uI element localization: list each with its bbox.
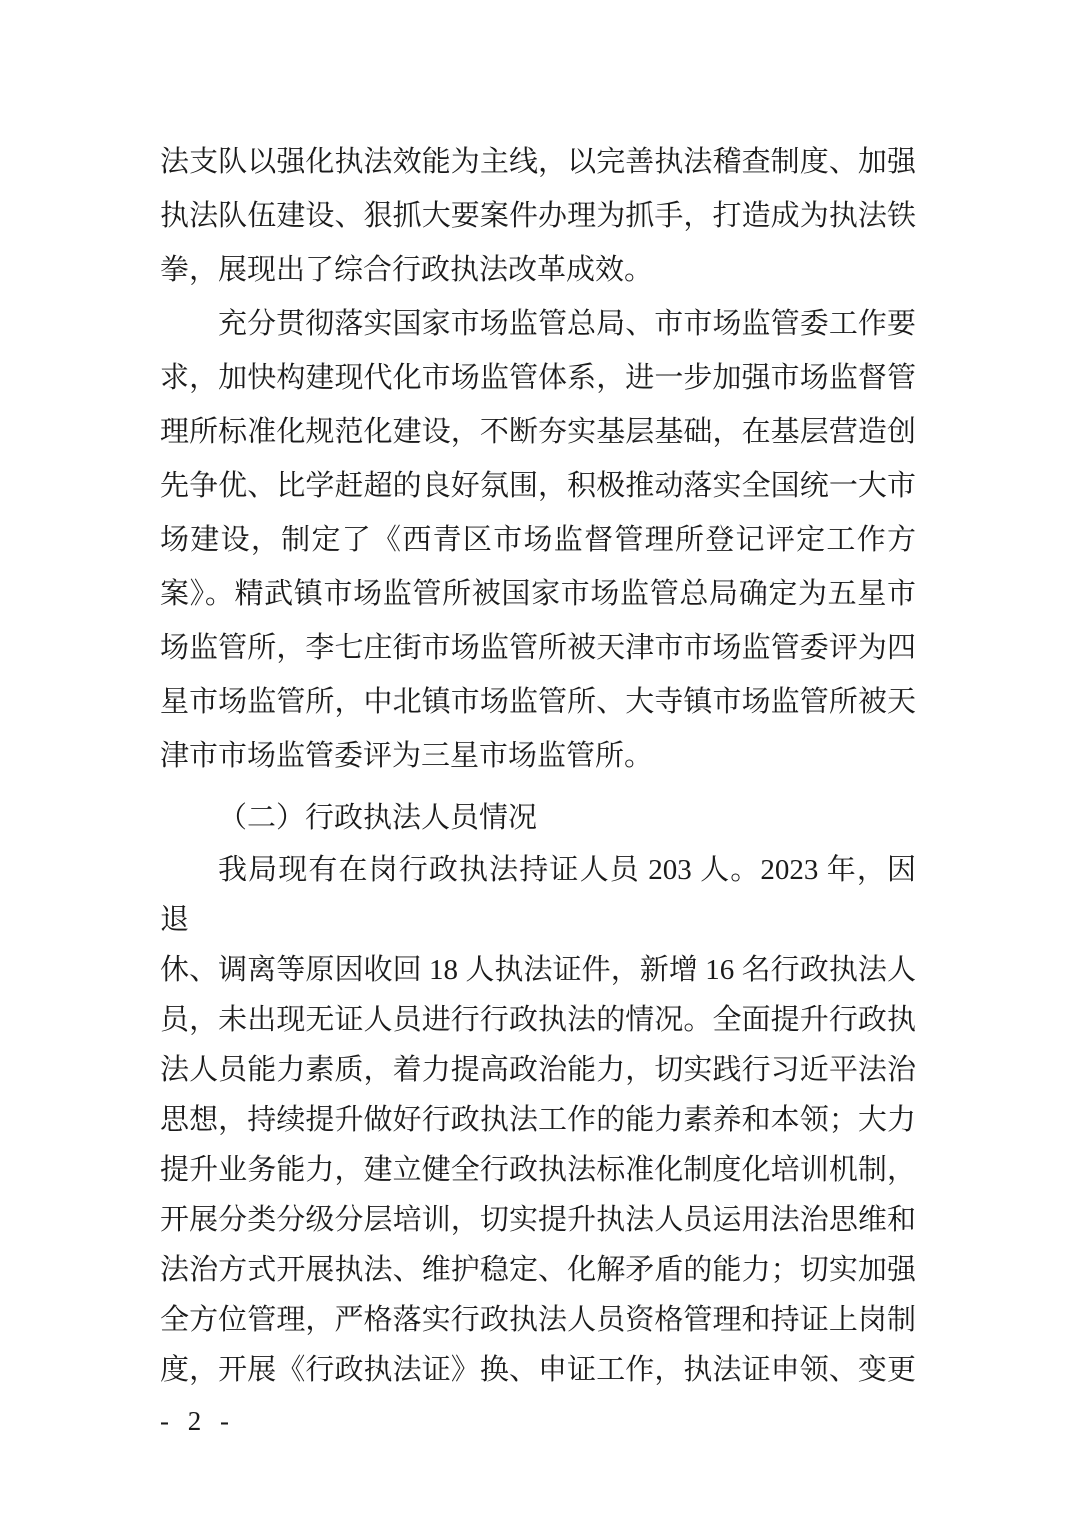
section-heading: （二）行政执法人员情况: [218, 802, 538, 834]
text-line: 理所标准化规范化建设，不断夯实基层基础，在基层营造创: [160, 416, 916, 448]
text-line: 员，未出现无证人员进行行政执法的情况。全面提升行政执: [160, 1004, 916, 1036]
text-line: 星市场监管所，中北镇市场监管所、大寺镇市场监管所被天: [160, 686, 916, 718]
text-line: 开展分类分级分层培训，切实提升执法人员运用法治思维和: [160, 1204, 916, 1236]
text-line: 拳，展现出了综合行政执法改革成效。: [160, 254, 654, 286]
text-line: 充分贯彻落实国家市场监管总局、市市场监管委工作要: [218, 308, 916, 340]
text-line: 度，开展《行政执法证》换、申证工作，执法证申领、变更: [160, 1354, 916, 1386]
text-line: 法人员能力素质，着力提高政治能力，切实践行习近平法治: [160, 1054, 916, 1086]
text-line: 场监管所，李七庄街市场监管所被天津市市场监管委评为四: [160, 632, 916, 664]
text-line: 思想，持续提升做好行政执法工作的能力素养和本领；大力: [160, 1104, 916, 1136]
text-line: 提升业务能力，建立健全行政执法标准化制度化培训机制，: [160, 1154, 916, 1186]
text-line: 案》。精武镇市场监管所被国家市场监管总局确定为五星市: [160, 578, 916, 610]
paragraph-law-enforcement-personnel: [160, 845, 916, 1395]
text-line: 法治方式开展执法、维护稳定、化解矛盾的能力；切实加强: [160, 1254, 916, 1286]
text-line: 津市市场监管委评为三星市场监管所。: [160, 740, 654, 772]
text-line: 我局现有在岗行政执法持证人员 203 人。2023 年，因退: [160, 854, 916, 936]
text-line: 休、调离等原因收回 18 人执法证件，新增 16 名行政执法人: [160, 954, 916, 986]
text-line: 求，加快构建现代化市场监管体系，进一步加强市场监督管: [160, 362, 916, 394]
paragraph-enforcement-reform: [160, 135, 916, 783]
text-line: 先争优、比学赶超的良好氛围，积极推动落实全国统一大市: [160, 470, 916, 502]
text-line: 场建设，制定了《西青区市场监督管理所登记评定工作方: [160, 524, 916, 556]
text-line: 执法队伍建设、狠抓大要案件办理为抓手，打造成为执法铁: [160, 200, 916, 232]
document-text-block: [160, 135, 916, 1395]
text-line: 法支队以强化执法效能为主线，以完善执法稽查制度、加强: [160, 146, 916, 178]
page-number: - 2 -: [160, 1406, 235, 1436]
text-line: 全方位管理，严格落实行政执法人员资格管理和持证上岗制: [160, 1304, 916, 1336]
